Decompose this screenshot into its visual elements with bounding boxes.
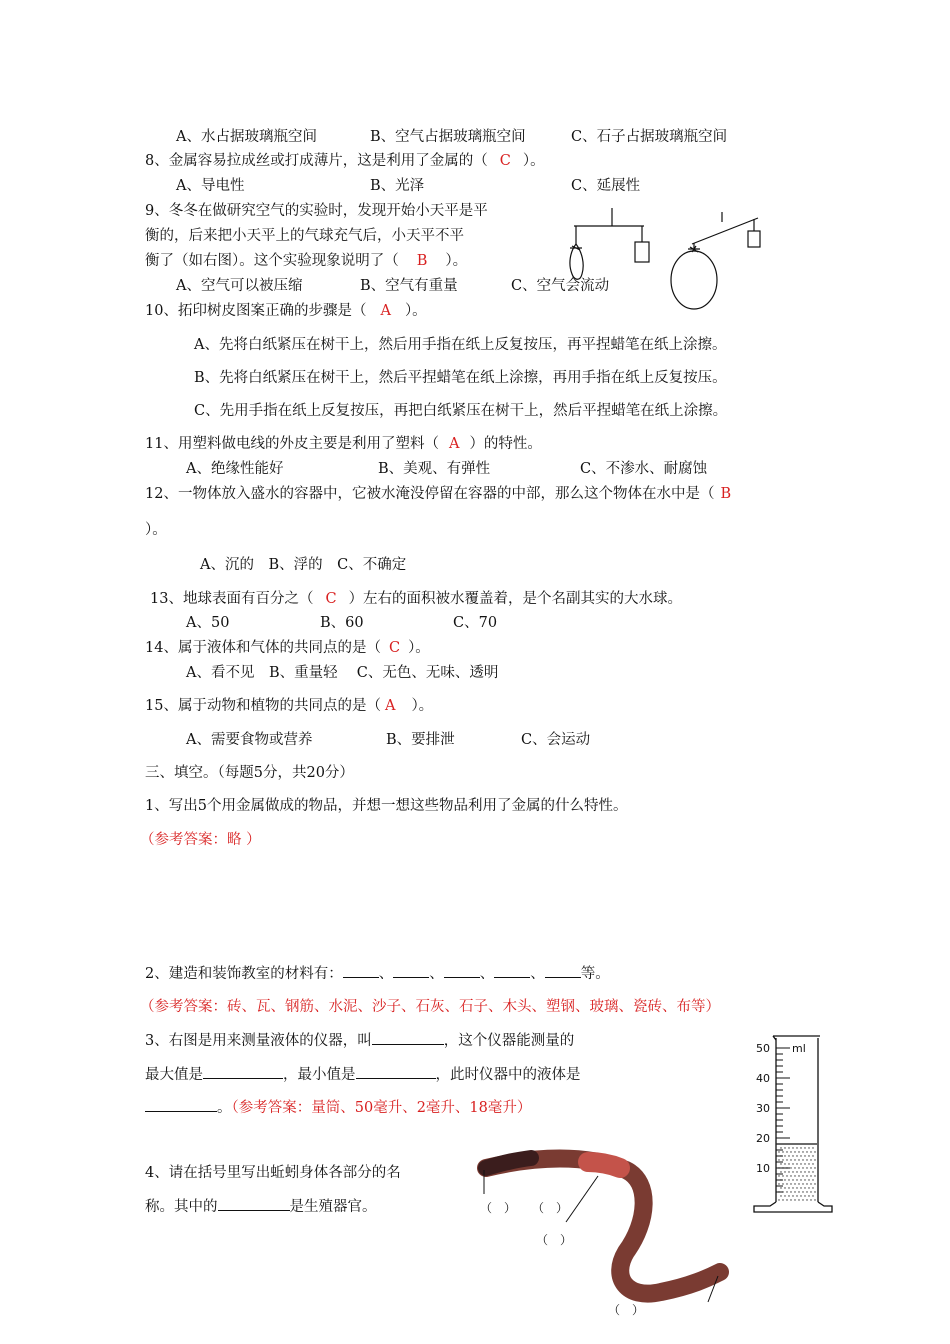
q10-answer: A	[380, 303, 391, 319]
cylinder-liquid-dot	[794, 1175, 795, 1176]
f4-line2: 称。其中的 是生殖器官。	[145, 1196, 377, 1217]
cylinder-liquid-dot	[794, 1159, 795, 1160]
cylinder-liquid-dot	[778, 1183, 779, 1184]
cylinder-liquid-dot	[802, 1167, 803, 1168]
f1-reference-answer: （参考答案：略 ）	[140, 832, 261, 848]
cylinder-liquid-dot	[800, 1187, 801, 1188]
cylinder-liquid-dot	[814, 1183, 815, 1184]
cylinder-liquid-dot	[804, 1155, 805, 1156]
cylinder-liquid-dot	[806, 1159, 807, 1160]
cylinder-unit-label: ml	[792, 1042, 806, 1055]
f3-line3: 。（参考答案：量筒、50毫升、2毫升、18毫升）	[145, 1097, 531, 1118]
cylinder-liquid-dot	[806, 1191, 807, 1192]
worm-body	[486, 1159, 720, 1294]
q11-stem: 11、用塑料做电线的外皮主要是利用了塑料（ A ）的特性。	[145, 436, 542, 452]
q13-answer: C	[325, 591, 337, 607]
cylinder-liquid-dot	[790, 1199, 791, 1200]
cylinder-liquid-dot	[798, 1151, 799, 1152]
cylinder-liquid-dot	[798, 1183, 799, 1184]
q14-options: A、看不见 B、重量轻 C、无色、无味、透明	[186, 665, 499, 681]
f4-blank-organ[interactable]	[218, 1196, 290, 1211]
q9-option-a: A、空气可以被压缩	[176, 278, 303, 294]
cylinder-liquid-dot	[810, 1151, 811, 1152]
cylinder-liquid-dot	[778, 1159, 779, 1160]
f2-stem: 2、建造和装饰教室的材料有： 、 、 、 、 等。	[145, 963, 610, 984]
cylinder-tick-label: 20	[756, 1132, 770, 1145]
q12-answer: B	[720, 486, 732, 502]
cylinder-liquid-dot	[812, 1147, 813, 1148]
cylinder-liquid-dot	[802, 1175, 803, 1176]
cylinder-liquid-dot	[800, 1155, 801, 1156]
cylinder-liquid-dot	[814, 1151, 815, 1152]
q15-stem: 15、属于动物和植物的共同点的是（ A ）。	[145, 698, 434, 714]
f3-line2: 最大值是 ，最小值是 ，此时仪器中的液体是	[145, 1064, 581, 1085]
cylinder-liquid-dot	[786, 1183, 787, 1184]
cylinder-liquid-dot	[804, 1171, 805, 1172]
q9-line1: 9、冬冬在做研究空气的实验时，发现开始小天平是平	[145, 203, 488, 219]
cylinder-tick-label: 50	[756, 1042, 770, 1055]
cylinder-liquid-dot	[780, 1187, 781, 1188]
cylinder-liquid-dot	[784, 1195, 785, 1196]
cylinder-liquid-dot	[782, 1151, 783, 1152]
cylinder-liquid-dot	[812, 1163, 813, 1164]
cylinder-liquid-dot	[806, 1175, 807, 1176]
cylinder-liquid-dot	[802, 1159, 803, 1160]
cylinder-liquid-dot	[778, 1151, 779, 1152]
cylinder-liquid-dot	[808, 1195, 809, 1196]
cylinder-liquid-dot	[782, 1199, 783, 1200]
cylinder-liquid-dot	[784, 1171, 785, 1172]
f3-blank-min[interactable]	[356, 1064, 436, 1079]
cylinder-liquid-dot	[790, 1167, 791, 1168]
cylinder-liquid-dot	[788, 1163, 789, 1164]
cylinder-liquid-dot	[800, 1179, 801, 1180]
q15-answer: A	[384, 698, 396, 714]
f3-reference-answer: （参考答案：量筒、50毫升、2毫升、18毫升）	[231, 1100, 532, 1116]
f2-blank-4[interactable]	[494, 963, 530, 978]
q8-option-c: C、延展性	[571, 178, 641, 194]
cylinder-liquid-dot	[812, 1155, 813, 1156]
cylinder-liquid-dot	[786, 1199, 787, 1200]
cylinder-liquid-dot	[788, 1179, 789, 1180]
cylinder-liquid-dot	[808, 1171, 809, 1172]
cylinder-liquid-dot	[804, 1179, 805, 1180]
cylinder-scale	[756, 1042, 790, 1192]
cylinder-liquid-dot	[788, 1155, 789, 1156]
cylinder-liquid-dot	[802, 1183, 803, 1184]
cylinder-liquid-dot	[794, 1183, 795, 1184]
q12-options: A、沉的 B、浮的 C、不确定	[200, 557, 407, 573]
q7-option-a: A、水占据玻璃瓶空间	[176, 129, 317, 145]
cylinder-liquid-dot	[802, 1151, 803, 1152]
cylinder-liquid-dot	[792, 1155, 793, 1156]
cylinder-liquid-dot	[802, 1191, 803, 1192]
cylinder-liquid-dot	[800, 1147, 801, 1148]
cylinder-liquid-dot	[798, 1191, 799, 1192]
cylinder-liquid-dot	[788, 1195, 789, 1196]
cylinder-liquid-dot	[808, 1163, 809, 1164]
cylinder-liquid-dot	[810, 1167, 811, 1168]
cylinder-base	[754, 1202, 832, 1212]
cylinder-liquid-dot	[804, 1195, 805, 1196]
section-3-title: 三、填空。（每题5分，共20分）	[145, 765, 354, 781]
q9-line3: 衡了（如右图）。这个实验现象说明了（ B ）。	[145, 253, 468, 269]
f3-blank-name[interactable]	[372, 1030, 444, 1045]
cylinder-liquid-dot	[812, 1195, 813, 1196]
q7-option-c: C、石子占据玻璃瓶空间	[571, 129, 728, 145]
q11-option-c: C、不渗水、耐腐蚀	[580, 461, 708, 477]
cylinder-liquid-dot	[780, 1171, 781, 1172]
q8-stem: 8、金属容易拉成丝或打成薄片，这是利用了金属的（ C ）。	[145, 153, 545, 169]
q7-option-b: B、空气占据玻璃瓶空间	[370, 129, 526, 145]
cylinder-liquid-dot	[792, 1187, 793, 1188]
cylinder-liquid-dot	[806, 1183, 807, 1184]
cylinder-liquid-dot	[796, 1187, 797, 1188]
f3-line1: 3、右图是用来测量液体的仪器，叫 ，这个仪器能测量的	[145, 1030, 574, 1051]
cylinder-liquid-dot	[778, 1199, 779, 1200]
label-line-2	[566, 1176, 598, 1222]
cylinder-liquid-dot	[784, 1147, 785, 1148]
cylinder-liquid-dot	[794, 1151, 795, 1152]
cylinder-liquid-dot	[802, 1199, 803, 1200]
f4-line1: 4、请在括号里写出蚯蚓身体各部分的名	[145, 1165, 401, 1181]
cylinder-liquid-dot	[808, 1155, 809, 1156]
cylinder-liquid-dot	[798, 1167, 799, 1168]
cylinder-liquid-dot	[796, 1195, 797, 1196]
cylinder-tick-label: 40	[756, 1072, 770, 1085]
f3-blank-volume[interactable]	[145, 1097, 217, 1112]
cylinder-liquid-dot	[804, 1187, 805, 1188]
cylinder-liquid-dot	[782, 1175, 783, 1176]
cylinder-liquid-dot	[806, 1167, 807, 1168]
cylinder-liquid-dot	[806, 1151, 807, 1152]
cylinder-liquid-dot	[788, 1171, 789, 1172]
cylinder-liquid-dot	[790, 1151, 791, 1152]
cylinder-liquid-dot	[790, 1175, 791, 1176]
f2-blank-5[interactable]	[545, 963, 581, 978]
worm-label-3: （ ）	[536, 1233, 573, 1247]
cylinder-liquid-dot	[798, 1175, 799, 1176]
cylinder-liquid-dot	[798, 1199, 799, 1200]
cylinder-liquid-dot	[792, 1147, 793, 1148]
cylinder-liquid-dot	[780, 1195, 781, 1196]
cylinder-liquid-dot	[790, 1191, 791, 1192]
worm-clitellum	[588, 1162, 620, 1168]
cylinder-liquid-dot	[800, 1163, 801, 1164]
q8-answer: C	[499, 153, 511, 169]
q14-stem: 14、属于液体和气体的共同点的是（ C ）。	[145, 640, 430, 656]
q11-answer: A	[448, 436, 460, 452]
q10-option-a: A、先将白纸紧压在树干上，然后用手指在纸上反复按压，再平捏蜡笔在纸上涂擦。	[194, 337, 727, 353]
cylinder-liquid-dot	[790, 1183, 791, 1184]
cylinder-liquid-dot	[814, 1159, 815, 1160]
q13-option-a: A、50	[186, 615, 230, 631]
cylinder-liquid-dot	[786, 1175, 787, 1176]
cylinder-liquid-dot	[784, 1187, 785, 1188]
cylinder-liquid-dot	[780, 1147, 781, 1148]
f2-blank-1[interactable]	[343, 963, 379, 978]
cylinder-liquid-dot	[808, 1179, 809, 1180]
cylinder-liquid-dot	[794, 1167, 795, 1168]
cylinder-liquid-dot	[796, 1163, 797, 1164]
cylinder-liquid-dot	[798, 1159, 799, 1160]
f2-blank-2[interactable]	[393, 963, 429, 978]
cylinder-liquid-dot	[784, 1179, 785, 1180]
q10-option-b: B、先将白纸紧压在树干上，然后平捏蜡笔在纸上涂擦，再用手指在纸上反复按压。	[194, 370, 727, 386]
q8-option-a: A、导电性	[176, 178, 245, 194]
q15-option-b: B、要排泄	[386, 732, 455, 748]
cylinder-tick-label: 10	[756, 1162, 770, 1175]
cylinder-liquid-dot	[786, 1191, 787, 1192]
cylinder-liquid-dot	[790, 1159, 791, 1160]
cylinder-liquid-dot	[794, 1191, 795, 1192]
cylinder-liquid-dot	[796, 1147, 797, 1148]
q9-option-b: B、空气有重量	[360, 278, 458, 294]
f1-stem: 1、写出5个用金属做成的物品，并想一想这些物品利用了金属的什么特性。	[145, 798, 628, 814]
cylinder-liquid-dot	[814, 1175, 815, 1176]
q13-option-b: B、60	[320, 615, 364, 631]
earthworm-figure	[476, 1152, 736, 1320]
cylinder-liquid-dot	[800, 1171, 801, 1172]
cylinder-liquid-dot	[804, 1163, 805, 1164]
q8-option-b: B、光泽	[370, 178, 425, 194]
cylinder-liquid-dot	[806, 1199, 807, 1200]
q15-option-c: C、会运动	[521, 732, 591, 748]
cylinder-liquid-dot	[814, 1199, 815, 1200]
q10-stem: 10、拓印树皮图案正确的步骤是（ A ）。	[145, 303, 427, 319]
cylinder-liquid-dot	[810, 1183, 811, 1184]
q14-answer: C	[388, 640, 401, 656]
cylinder-liquid-dot	[786, 1159, 787, 1160]
cylinder-liquid-dot	[788, 1187, 789, 1188]
cylinder-liquid-dot	[812, 1179, 813, 1180]
cylinder-liquid-dot	[784, 1155, 785, 1156]
cylinder-liquid-dot	[810, 1199, 811, 1200]
worm-label-2: （ ）	[532, 1201, 569, 1215]
cylinder-liquid-dot	[782, 1183, 783, 1184]
q11-option-a: A、绝缘性能好	[186, 461, 284, 477]
q9-answer: B	[416, 253, 428, 269]
cylinder-liquid-dot	[796, 1171, 797, 1172]
cylinder-liquid-dot	[792, 1195, 793, 1196]
cylinder-liquid-dot	[796, 1155, 797, 1156]
cylinder-liquid-dot	[808, 1147, 809, 1148]
cylinder-liquid-dot	[796, 1179, 797, 1180]
q9-option-c: C、空气会流动	[511, 278, 610, 294]
q15-option-a: A、需要食物或营养	[186, 732, 313, 748]
worm-label-4: （ ）	[608, 1303, 645, 1317]
cylinder-liquid-dot	[778, 1175, 779, 1176]
cylinder-tick-label: 30	[756, 1102, 770, 1115]
cylinder-liquid-dot	[804, 1147, 805, 1148]
f2-reference-answer: （参考答案：砖、瓦、钢筋、水泥、沙子、石灰、石子、木头、塑钢、玻璃、瓷砖、布等）	[140, 999, 720, 1015]
cylinder-liquid-dot	[814, 1191, 815, 1192]
cylinder-liquid-dot	[808, 1187, 809, 1188]
cylinder-liquid-dot	[812, 1171, 813, 1172]
q12-stem: 12、一物体放入盛水的容器中，它被水淹没停留在容器的中部，那么这个物体在水中是（ B	[145, 486, 732, 502]
cylinder-liquid-dot	[792, 1171, 793, 1172]
f3-blank-max[interactable]	[203, 1064, 283, 1079]
worm-head	[486, 1158, 531, 1168]
balance-experiment-figure	[560, 200, 770, 315]
cylinder-liquid-dot	[792, 1179, 793, 1180]
worm-label-1: （ ）	[480, 1201, 517, 1215]
cylinder-liquid-dot	[810, 1191, 811, 1192]
cylinder-rim	[773, 1036, 820, 1040]
cylinder-liquid-dot	[786, 1151, 787, 1152]
cylinder-liquid-dot	[814, 1167, 815, 1168]
q12-line2: ）。	[145, 522, 167, 538]
cylinder-liquid-dot	[782, 1159, 783, 1160]
q10-option-c: C、先用手指在纸上反复按压，再把白纸紧压在树干上，然后平捏蜡笔在纸上涂擦。	[194, 403, 728, 419]
q11-option-b: B、美观、有弹性	[378, 461, 491, 477]
q13-option-c: C、70	[453, 615, 498, 631]
cylinder-liquid-dot	[784, 1163, 785, 1164]
q13-stem: 13、地球表面有百分之（ C ）左右的面积被水覆盖着，是个名副其实的大水球。	[150, 591, 683, 607]
cylinder-liquid-dot	[788, 1147, 789, 1148]
f2-blank-3[interactable]	[444, 963, 480, 978]
cylinder-liquid-dot	[792, 1163, 793, 1164]
cylinder-liquid-dot	[780, 1163, 781, 1164]
cylinder-liquid-dot	[810, 1175, 811, 1176]
cylinder-liquid-dot	[812, 1187, 813, 1188]
cylinder-liquid-dot	[794, 1199, 795, 1200]
cylinder-liquid-dot	[810, 1159, 811, 1160]
measuring-cylinder-figure	[740, 1032, 840, 1220]
cylinder-liquid-dot	[800, 1195, 801, 1196]
q9-line2: 衡的，后来把小天平上的气球充气后，小天平不平	[145, 228, 464, 244]
